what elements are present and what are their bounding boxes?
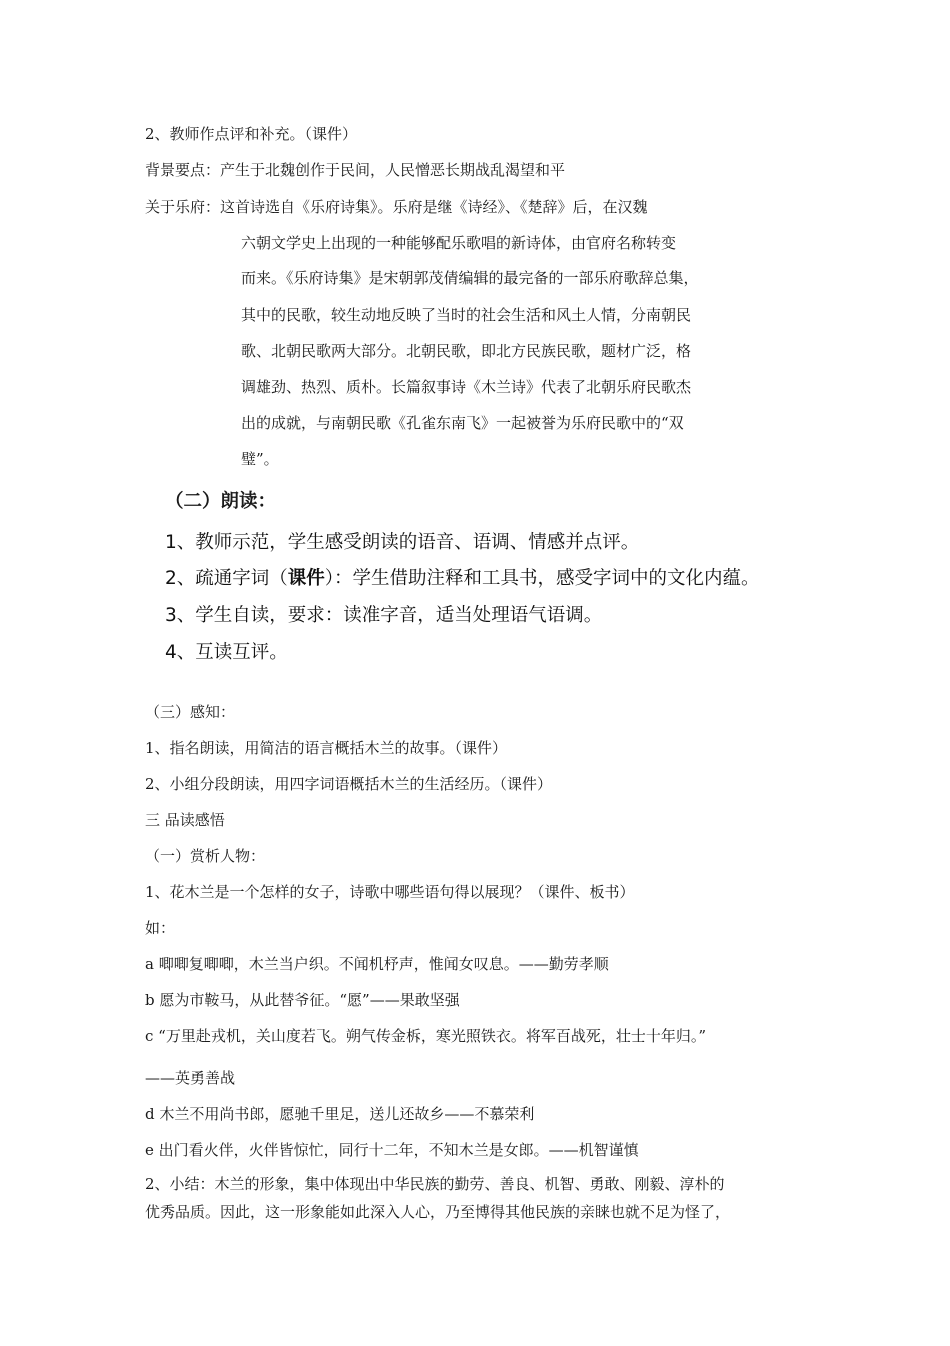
about-yuefu-line: 关于乐府：这首诗选自《乐府诗集》。乐府是继《诗经》、《楚辞》后，在汉魏 xyxy=(145,198,648,216)
example-d: d 木兰不用尚书郎，愿驰千里足，送儿还故乡——不慕荣利 xyxy=(145,1105,535,1123)
yuefu-paragraph-line: 六朝文学史上出现的一种能够配乐歌唱的新诗体，由官府名称转变 xyxy=(241,234,677,252)
reading-item-3: 3、学生自读，要求：读准字音，适当处理语气语调。 xyxy=(165,605,603,626)
subsection-heading-character: （一）赏析人物： xyxy=(145,847,266,865)
question-line: 1、花木兰是一个怎样的女子，诗歌中哪些语句得以展现？（课件、板书） xyxy=(145,883,635,901)
section-heading-appreciation: 三 品读感悟 xyxy=(145,811,225,829)
example-b: b 愿为市鞍马，从此替爷征。“愿”——果敢坚强 xyxy=(145,991,460,1009)
background-points-line: 背景要点：产生于北魏创作于民间，人民憎恶长期战乱渴望和平 xyxy=(145,161,566,179)
yuefu-paragraph-line: 出的成就，与南朝民歌《孔雀东南飞》一起被誉为乐府民歌中的“双 xyxy=(241,414,684,432)
yuefu-paragraph-line: 璧”。 xyxy=(241,450,279,468)
example-e: e 出门看火伴，火伴皆惊忙，同行十二年，不知木兰是女郎。——机智谨慎 xyxy=(145,1141,639,1159)
yuefu-paragraph-line: 其中的民歌，较生动地反映了当时的社会生活和风土人情，分南朝民 xyxy=(241,306,692,324)
reading-item-2 xyxy=(165,567,760,591)
yuefu-paragraph-line: 歌、北朝民歌两大部分。北朝民歌，即北方民族民歌，题材广泛，格 xyxy=(241,342,692,360)
reading-item-2-bold: 课件 xyxy=(287,568,325,589)
reading-item-1: 1、教师示范，学生感受朗读的语音、语调、情感并点评。 xyxy=(165,532,640,553)
example-c: c “万里赴戎机，关山度若飞。朔气传金柝，寒光照铁衣。将军百战死，壮士十年归。” xyxy=(145,1027,707,1045)
yuefu-paragraph-line: 而来。《乐府诗集》是宋朝郭茂倩编辑的最完备的一部乐府歌辞总集， xyxy=(241,269,699,287)
example-intro: 如： xyxy=(145,919,176,937)
section-heading-reading: （二）朗读： xyxy=(165,491,277,512)
example-a: a 唧唧复唧唧，木兰当户织。不闻机杼声，惟闻女叹息。——勤劳孝顺 xyxy=(145,955,609,973)
section-heading-perception: （三）感知： xyxy=(145,703,236,721)
reading-item-2-rest: ）：学生借助注释和工具书，感受字词中的文化内蕴。 xyxy=(324,568,760,589)
yuefu-paragraph-line: 调雄劲、热烈、质朴。长篇叙事诗《木兰诗》代表了北朝乐府民歌杰 xyxy=(241,378,692,396)
perception-item-2: 2、小组分段朗读，用四字词语概括木兰的生活经历。（课件） xyxy=(145,775,553,793)
summary-line-1: 2、小结：木兰的形象，集中体现出中华民族的勤劳、善良、机智、勇敢、刚毅、淳朴的 xyxy=(145,1175,725,1193)
reading-item-4: 4、互读互评。 xyxy=(165,642,288,663)
perception-item-1: 1、指名朗读，用简洁的语言概括木兰的故事。（课件） xyxy=(145,739,508,757)
summary-line-2: 优秀品质。因此，这一形象能如此深入人心，乃至博得其他民族的亲睐也就不足为怪了， xyxy=(145,1203,731,1221)
reading-item-2-prefix: 2、疏通字词（ xyxy=(165,568,288,589)
example-c-trait: ——英勇善战 xyxy=(145,1069,236,1087)
teacher-comment-line: 2、教师作点评和补充。（课件） xyxy=(145,125,358,143)
